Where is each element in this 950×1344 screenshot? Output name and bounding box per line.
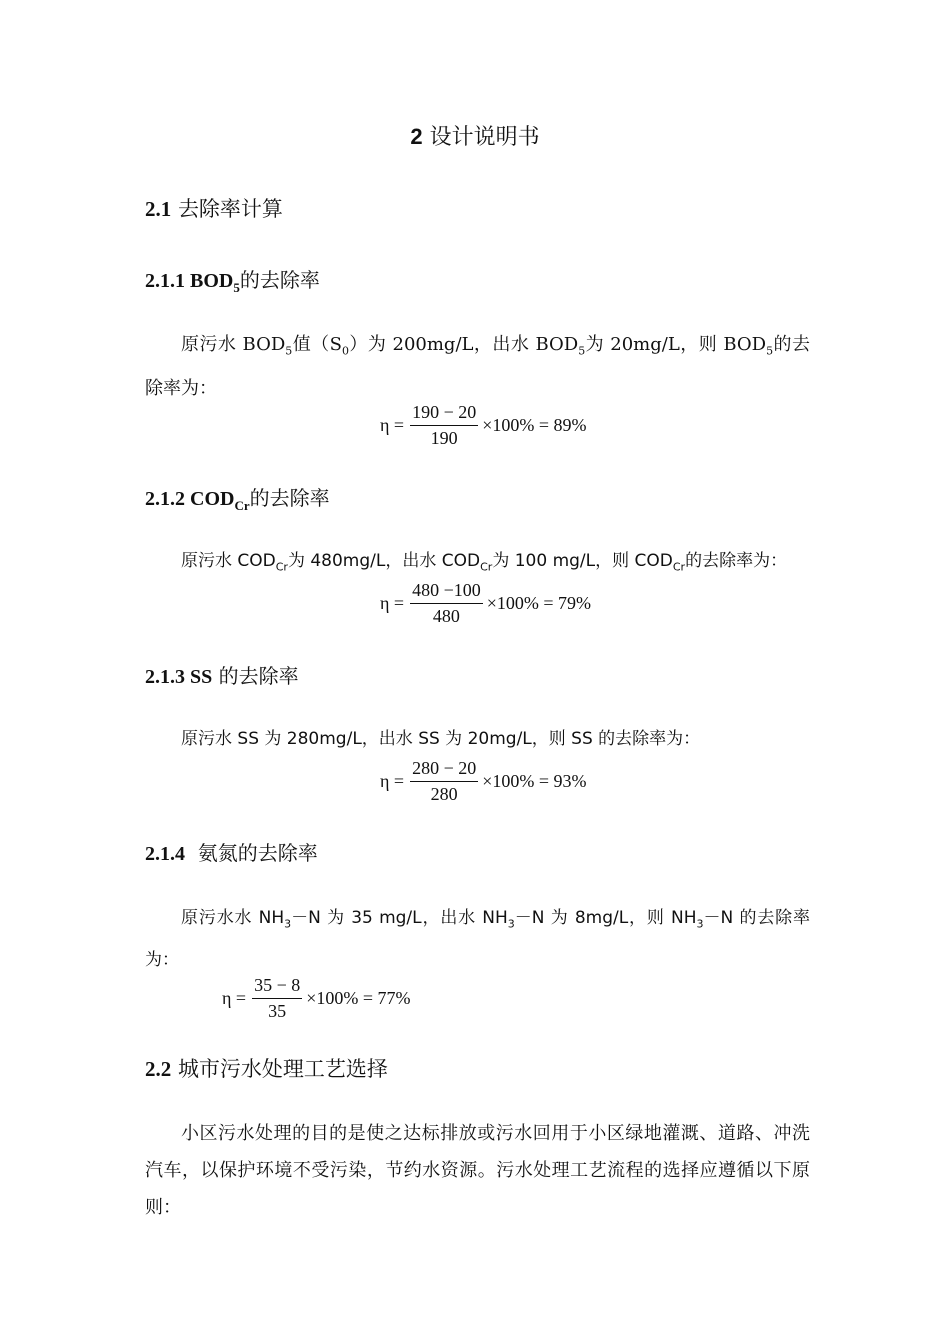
- denominator: 280: [430, 784, 458, 804]
- formula-nh3: [222, 975, 411, 1022]
- numerator: 190 − 20: [410, 402, 478, 426]
- section-number: 2.1.4: [145, 843, 185, 865]
- chapter-title: [0, 120, 950, 151]
- subscript: 0: [341, 344, 349, 358]
- formula-rhs: ×100% = 89%: [482, 415, 587, 435]
- denominator: 190: [430, 428, 458, 448]
- section-heading-2-1-2: [145, 482, 330, 514]
- subscript: 3: [284, 917, 292, 931]
- numerator: 480 −100: [410, 580, 483, 604]
- chapter-title-text: 设计说明书: [429, 125, 540, 150]
- formula-rhs: ×100% = 79%: [486, 593, 592, 613]
- section-title: 城市污水处理工艺选择: [177, 1057, 388, 1081]
- text-run: －N 为 8mg/L，则 NH: [514, 908, 697, 928]
- numerator: 280 − 20: [410, 758, 478, 782]
- section-heading-2-1-3: [145, 660, 299, 689]
- text-run: －N 的去除率为：: [145, 908, 811, 971]
- text-run: 值（S: [292, 334, 342, 355]
- subscript: 5: [285, 344, 293, 358]
- paragraph-nh3: [145, 900, 810, 979]
- section-title: 的去除率: [249, 486, 330, 510]
- subscript: 5: [233, 280, 240, 295]
- text-run: 原污水 BOD: [181, 334, 286, 355]
- paragraph-ss: [145, 721, 810, 758]
- section-title: 的去除率: [239, 268, 320, 292]
- subscript: 5: [766, 344, 774, 358]
- fraction: [410, 402, 478, 449]
- formula-rhs: ×100% = 77%: [306, 988, 411, 1008]
- section-heading-2-1-4: [145, 837, 318, 866]
- text-run: 小区污水处理的目的是使之达标排放或污水回用于小区绿地灌溉、道路、冲洗汽车，以保护环境不受污染，节约水资源。污水处理工艺流程的选择应遵循以下原则：: [145, 1123, 810, 1218]
- section-number: 2.1.1 BOD: [145, 270, 234, 292]
- text-run: ）为 200mg/L，出水 BOD: [348, 334, 579, 355]
- section-title: 去除率计算: [177, 197, 283, 221]
- subscript: 3: [507, 917, 515, 931]
- subscript: 5: [578, 344, 586, 358]
- text-run: 原污水 SS 为 280mg/L，出水 SS 为 20mg/L，则 SS 的去除率为：: [181, 729, 701, 749]
- section-number: 2.1.3 SS: [145, 666, 213, 688]
- section-heading-2-1-1: [145, 264, 320, 296]
- text-run: 原污水 COD: [181, 551, 276, 571]
- formula-lhs: η =: [380, 771, 405, 791]
- section-number: 2.1: [145, 197, 172, 221]
- text-run: 原污水水 NH: [181, 908, 285, 928]
- section-title: 的去除率: [218, 664, 299, 688]
- paragraph-bod: [145, 326, 810, 407]
- paragraph-process-selection: [145, 1115, 810, 1226]
- section-title: 氨氮的去除率: [197, 841, 318, 865]
- formula-rhs: ×100% = 93%: [482, 771, 587, 791]
- text-run: 的去除率为：: [145, 334, 810, 399]
- text-run: 为 480mg/L，出水 COD: [287, 551, 481, 571]
- fraction: [410, 758, 478, 805]
- subscript: Cr: [480, 560, 493, 574]
- section-number: 2.1.2 COD: [145, 488, 235, 510]
- formula-bod: [380, 402, 587, 449]
- chapter-number: 2: [410, 124, 423, 149]
- section-heading-2-2: [145, 1053, 388, 1083]
- text-run: 的去除率为：: [685, 551, 788, 571]
- subscript: Cr: [275, 560, 288, 574]
- numerator: 35 − 8: [252, 975, 302, 999]
- subscript: Cr: [672, 560, 686, 574]
- formula-ss: [380, 758, 587, 805]
- fraction: [252, 975, 302, 1022]
- denominator: 480: [432, 606, 460, 626]
- formula-lhs: η =: [222, 988, 247, 1008]
- text-run: －N 为 35 mg/L，出水 NH: [291, 908, 508, 928]
- denominator: 35: [268, 1001, 287, 1021]
- fraction: [410, 580, 483, 627]
- subscript: Cr: [234, 498, 250, 513]
- formula-cod: [380, 580, 591, 627]
- section-number: 2.2: [145, 1057, 172, 1081]
- formula-lhs: η =: [380, 593, 405, 613]
- formula-lhs: η =: [380, 415, 405, 435]
- subscript: 3: [696, 917, 704, 931]
- section-heading-2-1: [145, 193, 283, 223]
- text-run: 为 100 mg/L，则 COD: [492, 551, 673, 571]
- text-run: 为 20mg/L，则 BOD: [585, 334, 767, 355]
